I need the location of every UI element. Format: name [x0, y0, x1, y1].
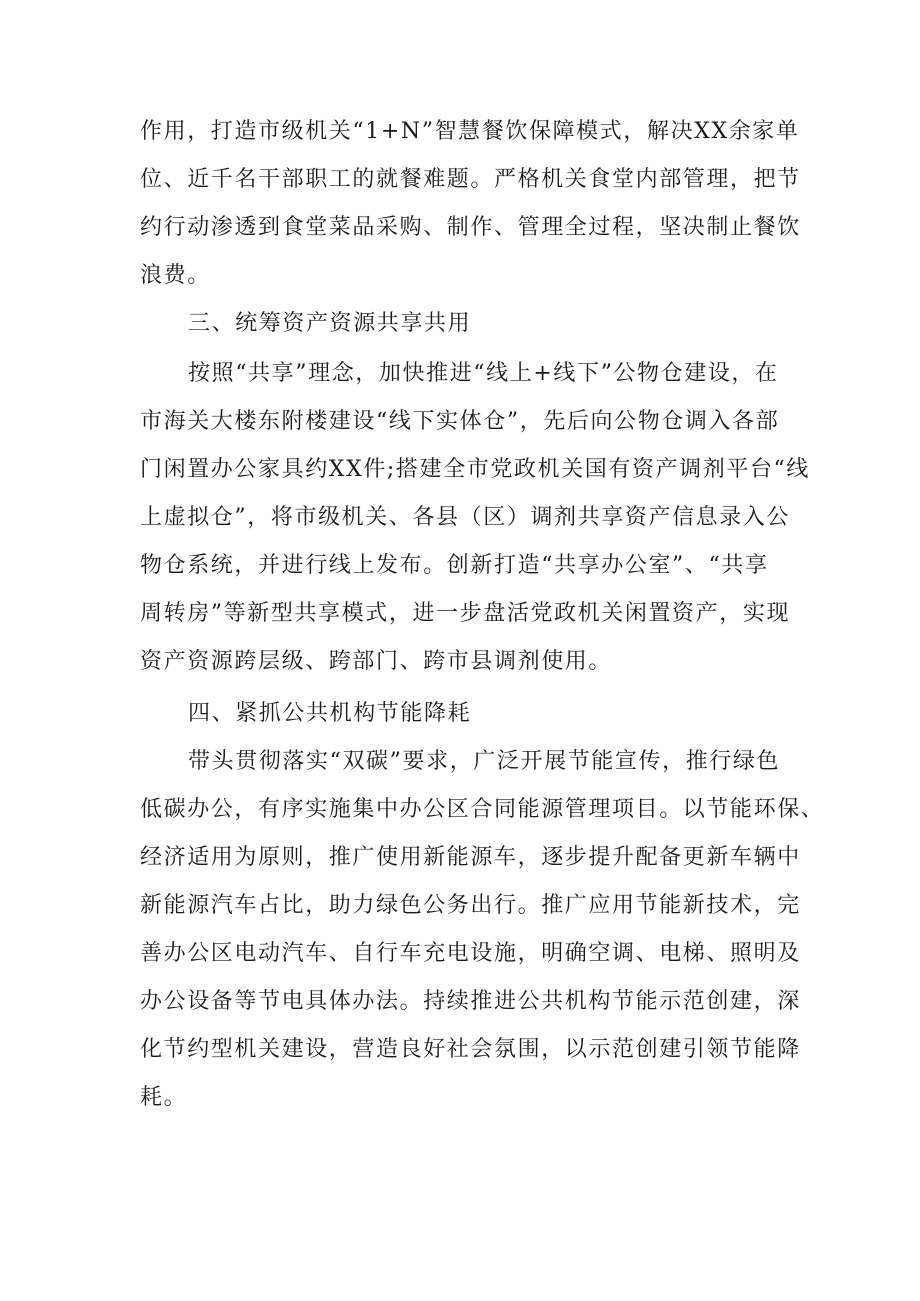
paragraph-line: 物仓系统，并进行线上发布。创新打造“共享办公室”、“共享: [140, 553, 769, 578]
paragraph-line: 耗。: [140, 1085, 188, 1110]
paragraph-line: 善办公区电动汽车、自行车充电设施，明确空调、电梯、照明及: [140, 941, 801, 966]
paragraph-line: 上虚拟仓”，将市级机关、各县（区）调剂共享资产信息录入公: [140, 505, 791, 530]
paragraph-line: 作用，打造市级机关“1+N”智慧餐饮保障模式，解决XX余家单: [140, 119, 800, 144]
paragraph-line: 周转房”等新型共享模式，进一步盘活党政机关闲置资产，实现: [140, 601, 791, 626]
paragraph-line: 浪费。: [140, 263, 211, 288]
paragraph-line: 按照“共享”理念，加快推进“线上+线下”公物仓建设，在: [188, 361, 779, 386]
paragraph-line: 新能源汽车占比，助力绿色公务出行。推广应用节能新技术，完: [140, 893, 801, 918]
paragraph-line: 带头贯彻落实“双碳”要求，广泛开展节能宣传，推行绿色: [188, 749, 781, 774]
paragraph-line: 化节约型机关建设，营造良好社会氛围，以示范创建引领节能降: [140, 1037, 801, 1062]
paragraph-line: 经济适用为原则，推广使用新能源车，逐步提升配备更新车辆中: [140, 845, 801, 870]
paragraph-line: 约行动渗透到食堂菜品采购、制作、管理全过程，坚决制止餐饮: [140, 215, 801, 240]
paragraph-line: 位、近千名干部职工的就餐难题。严格机关食堂内部管理，把节: [140, 167, 801, 192]
paragraph-line: 市海关大楼东附楼建设“线下实体仓”，先后向公物仓调入各部: [140, 409, 780, 434]
paragraph-line: 办公设备等节电具体办法。持续推进公共机构节能示范创建，深: [140, 989, 801, 1014]
section-heading-4: 四、紧抓公共机构节能降耗: [188, 701, 472, 726]
paragraph-line: 门闲置办公家具约XX件;搭建全市党政机关国有资产调剂平台“线: [140, 457, 810, 482]
section-heading-3: 三、统筹资产资源共享共用: [188, 311, 472, 336]
paragraph-line: 低碳办公，有序实施集中办公区合同能源管理项目。以节能环保、: [140, 797, 825, 822]
paragraph-line: 资产资源跨层级、跨部门、跨市县调剂使用。: [140, 649, 613, 674]
